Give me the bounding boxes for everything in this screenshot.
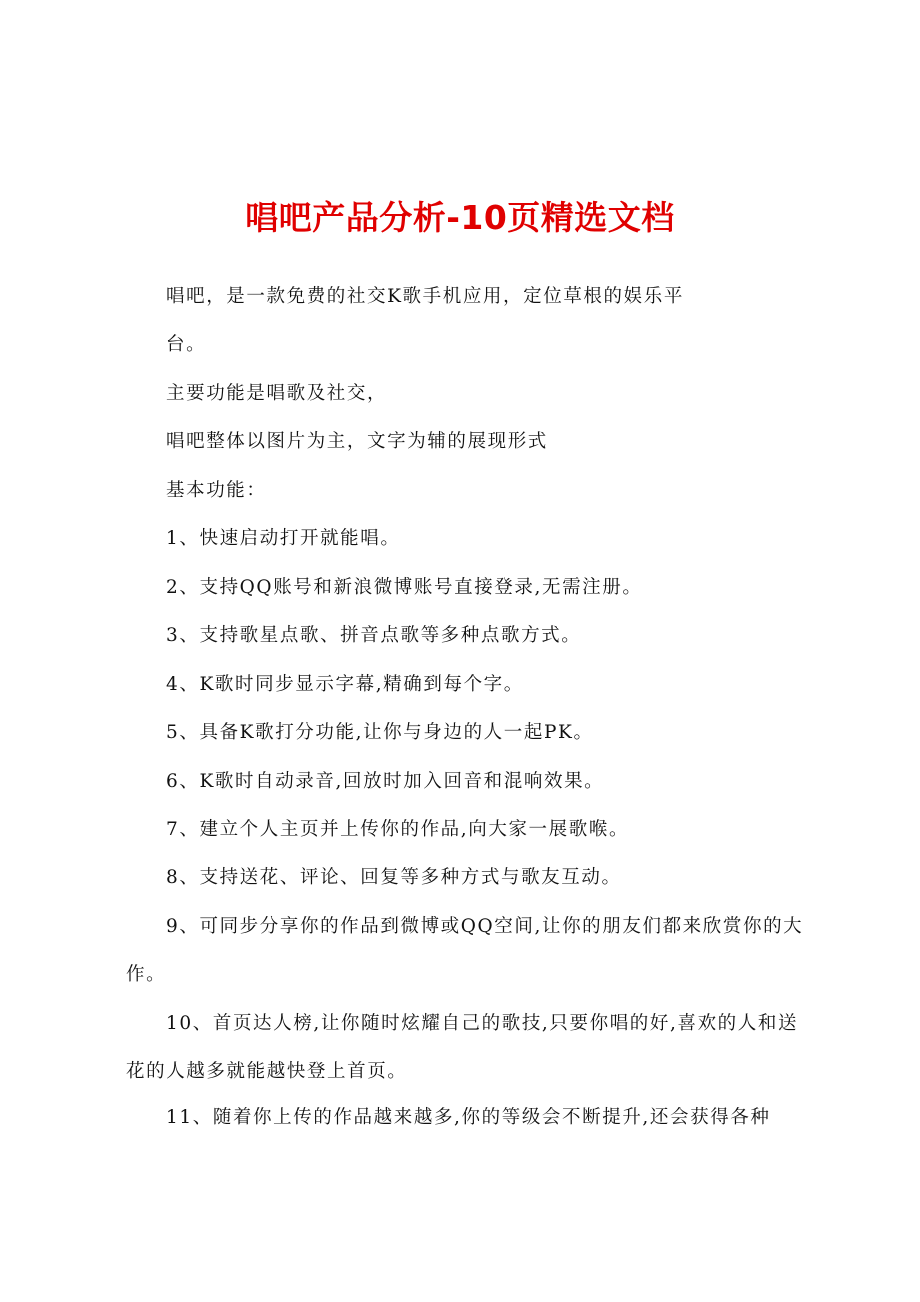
- main-function-text: 主要功能是唱歌及社交，: [166, 383, 388, 404]
- list-item: 11、随着你上传的作品越来越多,你的等级会不断提升,还会获得各种: [166, 1107, 771, 1128]
- document-title: 唱吧产品分析-10页精选文档: [245, 198, 675, 237]
- list-item: 3、支持歌星点歌、拼音点歌等多种点歌方式。: [166, 625, 582, 646]
- list-item: 9、可同步分享你的作品到微博或QQ空间,让你的朋友们都来欣赏你的大作。: [126, 916, 804, 985]
- list-item: 2、支持QQ账号和新浪微博账号直接登录,无需注册。: [166, 577, 643, 598]
- display-style-text: 唱吧整体以图片为主，文字为辅的展现形式: [166, 431, 548, 452]
- list-item: 10、首页达人榜,让你随时炫耀自己的歌技,只要你唱的好,喜欢的人和送花的人越多就能越快登上首页。: [126, 1013, 799, 1082]
- list-item: 4、K歌时同步显示字幕,精确到每个字。: [166, 674, 524, 695]
- intro-line-2: 台。: [166, 334, 207, 355]
- list-item: 6、K歌时自动录音,回放时加入回音和混响效果。: [166, 771, 605, 792]
- list-item: 1、快速启动打开就能唱。: [166, 528, 401, 549]
- basic-functions-heading: 基本功能：: [166, 480, 267, 501]
- list-item: 5、具备K歌打分功能,让你与身边的人一起PK。: [166, 722, 594, 743]
- intro-line-1: 唱吧，是一款免费的社交K歌手机应用，定位草根的娱乐平: [166, 286, 684, 307]
- list-item: 8、支持送花、评论、回复等多种方式与歌友互动。: [166, 867, 622, 888]
- list-item: 7、建立个人主页并上传你的作品,向大家一展歌喉。: [166, 819, 630, 840]
